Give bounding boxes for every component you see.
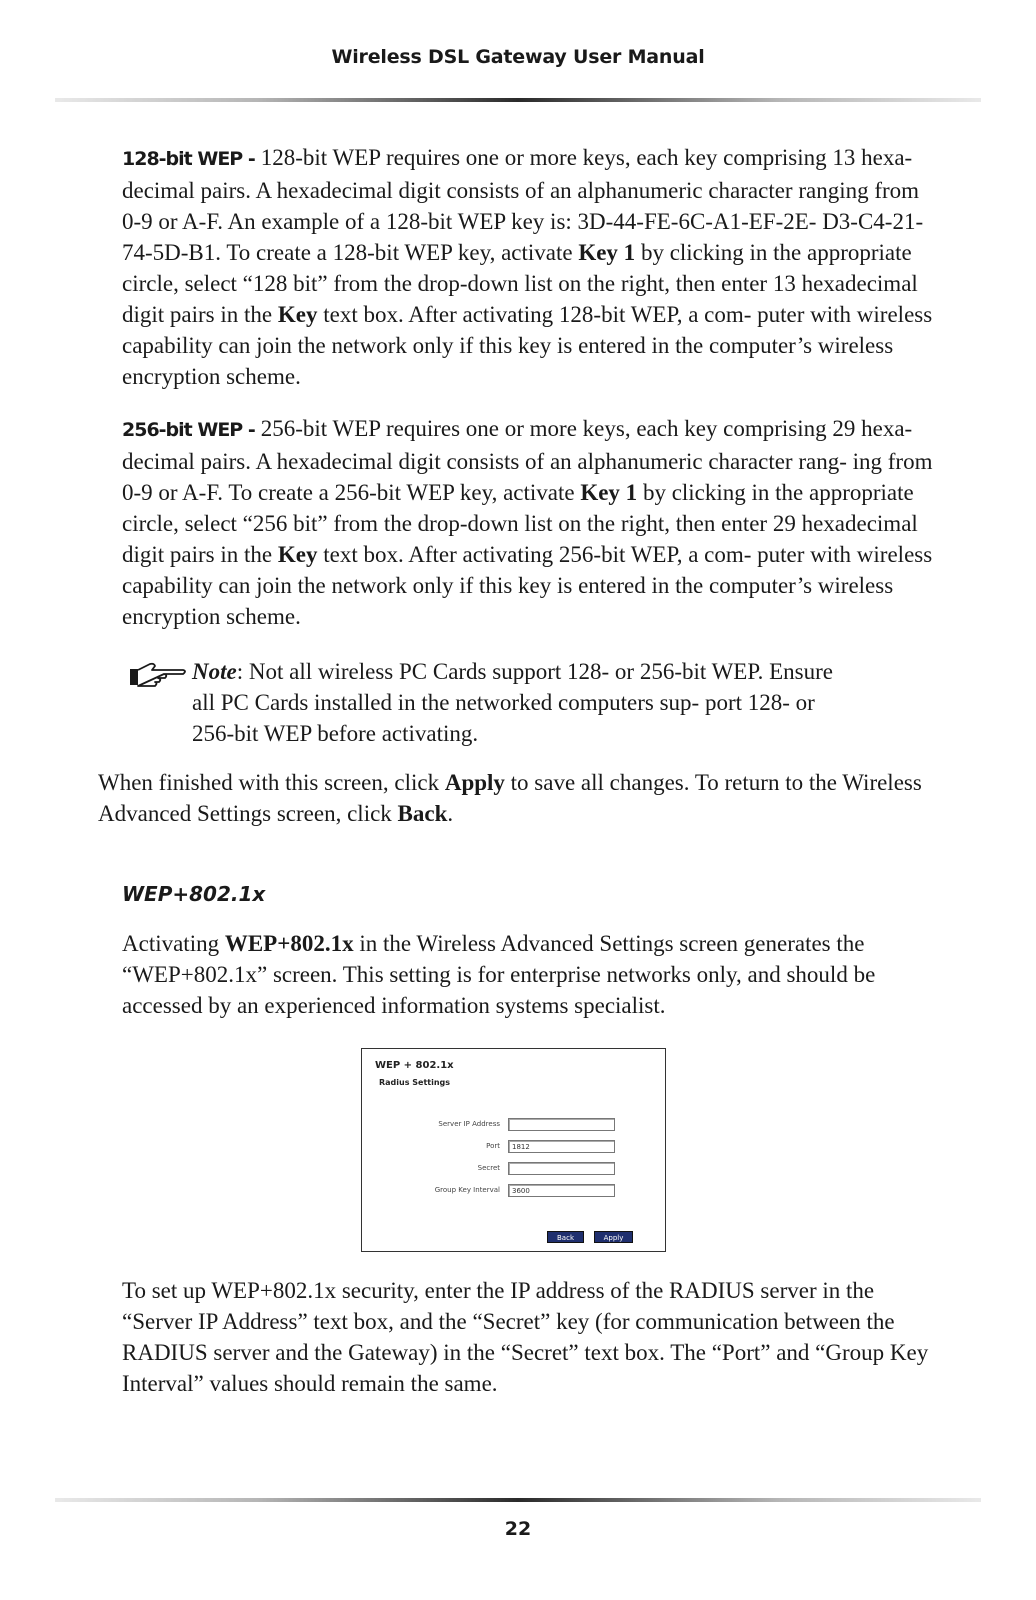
paragraph-wep8021x: Activating WEP+802.1x in the Wireless Advanced Settings screen generates the “WEP+802.1x” screen. This setting is for enterprise networks only, and should be accessed by an experienced information systems specialist. <box>122 931 876 1018</box>
port-label: Port <box>486 1142 500 1150</box>
secret-row <box>362 1162 667 1178</box>
screenshot-title: WEP + 802.1x <box>375 1060 454 1071</box>
pointing-hand-icon <box>128 660 188 690</box>
secret-label: Secret <box>477 1164 500 1172</box>
header-rule <box>55 98 981 102</box>
wep8021x-screenshot <box>361 1048 666 1252</box>
paragraph-setup: To set up WEP+802.1x security, enter the IP address of the RADIUS server in the “Server IP Address” text box, and the “Secret” key (for communication between the RADIUS server and the Gateway) in the “Secret” text box. The “Port” and “Group Key Interval” values should remain the same. <box>122 1278 929 1396</box>
server-ip-label: Server IP Address <box>438 1120 500 1128</box>
term-256bit-wep: 256-bit WEP - <box>122 419 255 441</box>
note-paragraph: Note: Not all wireless PC Cards support 128- or 256-bit WEP. Ensure all PC Cards installed in the networked computers sup- port 128- or 256-bit WEP before activating. <box>192 659 833 746</box>
footer-rule <box>55 1498 981 1502</box>
section-heading-wep8021x: WEP+802.1x <box>122 882 266 906</box>
port-row <box>362 1140 667 1156</box>
term-128bit-wep: 128-bit WEP - <box>122 148 255 170</box>
server-ip-input[interactable] <box>508 1118 615 1131</box>
group-key-interval-input[interactable]: 3600 <box>508 1184 615 1197</box>
secret-input[interactable] <box>508 1162 615 1175</box>
paragraph-128bit-wep: 128-bit WEP - 128-bit WEP requires one or more keys, each key comprising 13 hexa- decimal pairs. A hexadecimal digit consists of an alphanumeric character ranging from 0-9 or A-F. An example of a 128-bit WEP key is: 3D-44-FE-6C-A1-EF-2E- D3-C4-21-74-5D-B1. To create a 128-bit WEP key, activate Key 1 by clicking in the appropriate circle, select “128 bit” from the drop-down list on the right, then enter 13 hexadecimal digit pairs in the Key text box. After activating 128-bit WEP, a com- puter with wireless capability can join the network only if this key is entered in the computer’s wireless encryption scheme. <box>122 145 933 389</box>
group-key-interval-label: Group Key Interval <box>434 1186 500 1194</box>
running-header: Wireless DSL Gateway User Manual <box>331 46 705 68</box>
group-key-interval-row <box>362 1184 667 1200</box>
paragraph-256bit-wep: 256-bit WEP - 256-bit WEP requires one or more keys, each key comprising 29 hexa- decimal pairs. A hexadecimal digit consists of an alphanumeric character rang- ing from 0-9 or A-F. To create a 256-bit WEP key, activate Key 1 by clicking in the appropriate circle, select “256 bit” from the drop-down list on the right, then enter 29 hexadecimal digit pairs in the Key text box. After activating 256-bit WEP, a com- puter with wireless capability can join the network only if this key is entered in the computer’s wireless encryption scheme. <box>122 416 933 629</box>
port-input[interactable]: 1812 <box>508 1140 615 1153</box>
note-label: Note <box>192 659 237 684</box>
screenshot-section-title: Radius Settings <box>379 1078 451 1087</box>
server-ip-row <box>362 1118 667 1134</box>
back-button[interactable]: Back <box>547 1231 584 1243</box>
page-number: 22 <box>504 1518 532 1540</box>
paragraph-finish: When finished with this screen, click Apply to save all changes. To return to the Wireless Advanced Settings screen, click Back. <box>98 770 922 826</box>
apply-button[interactable]: Apply <box>594 1231 633 1243</box>
